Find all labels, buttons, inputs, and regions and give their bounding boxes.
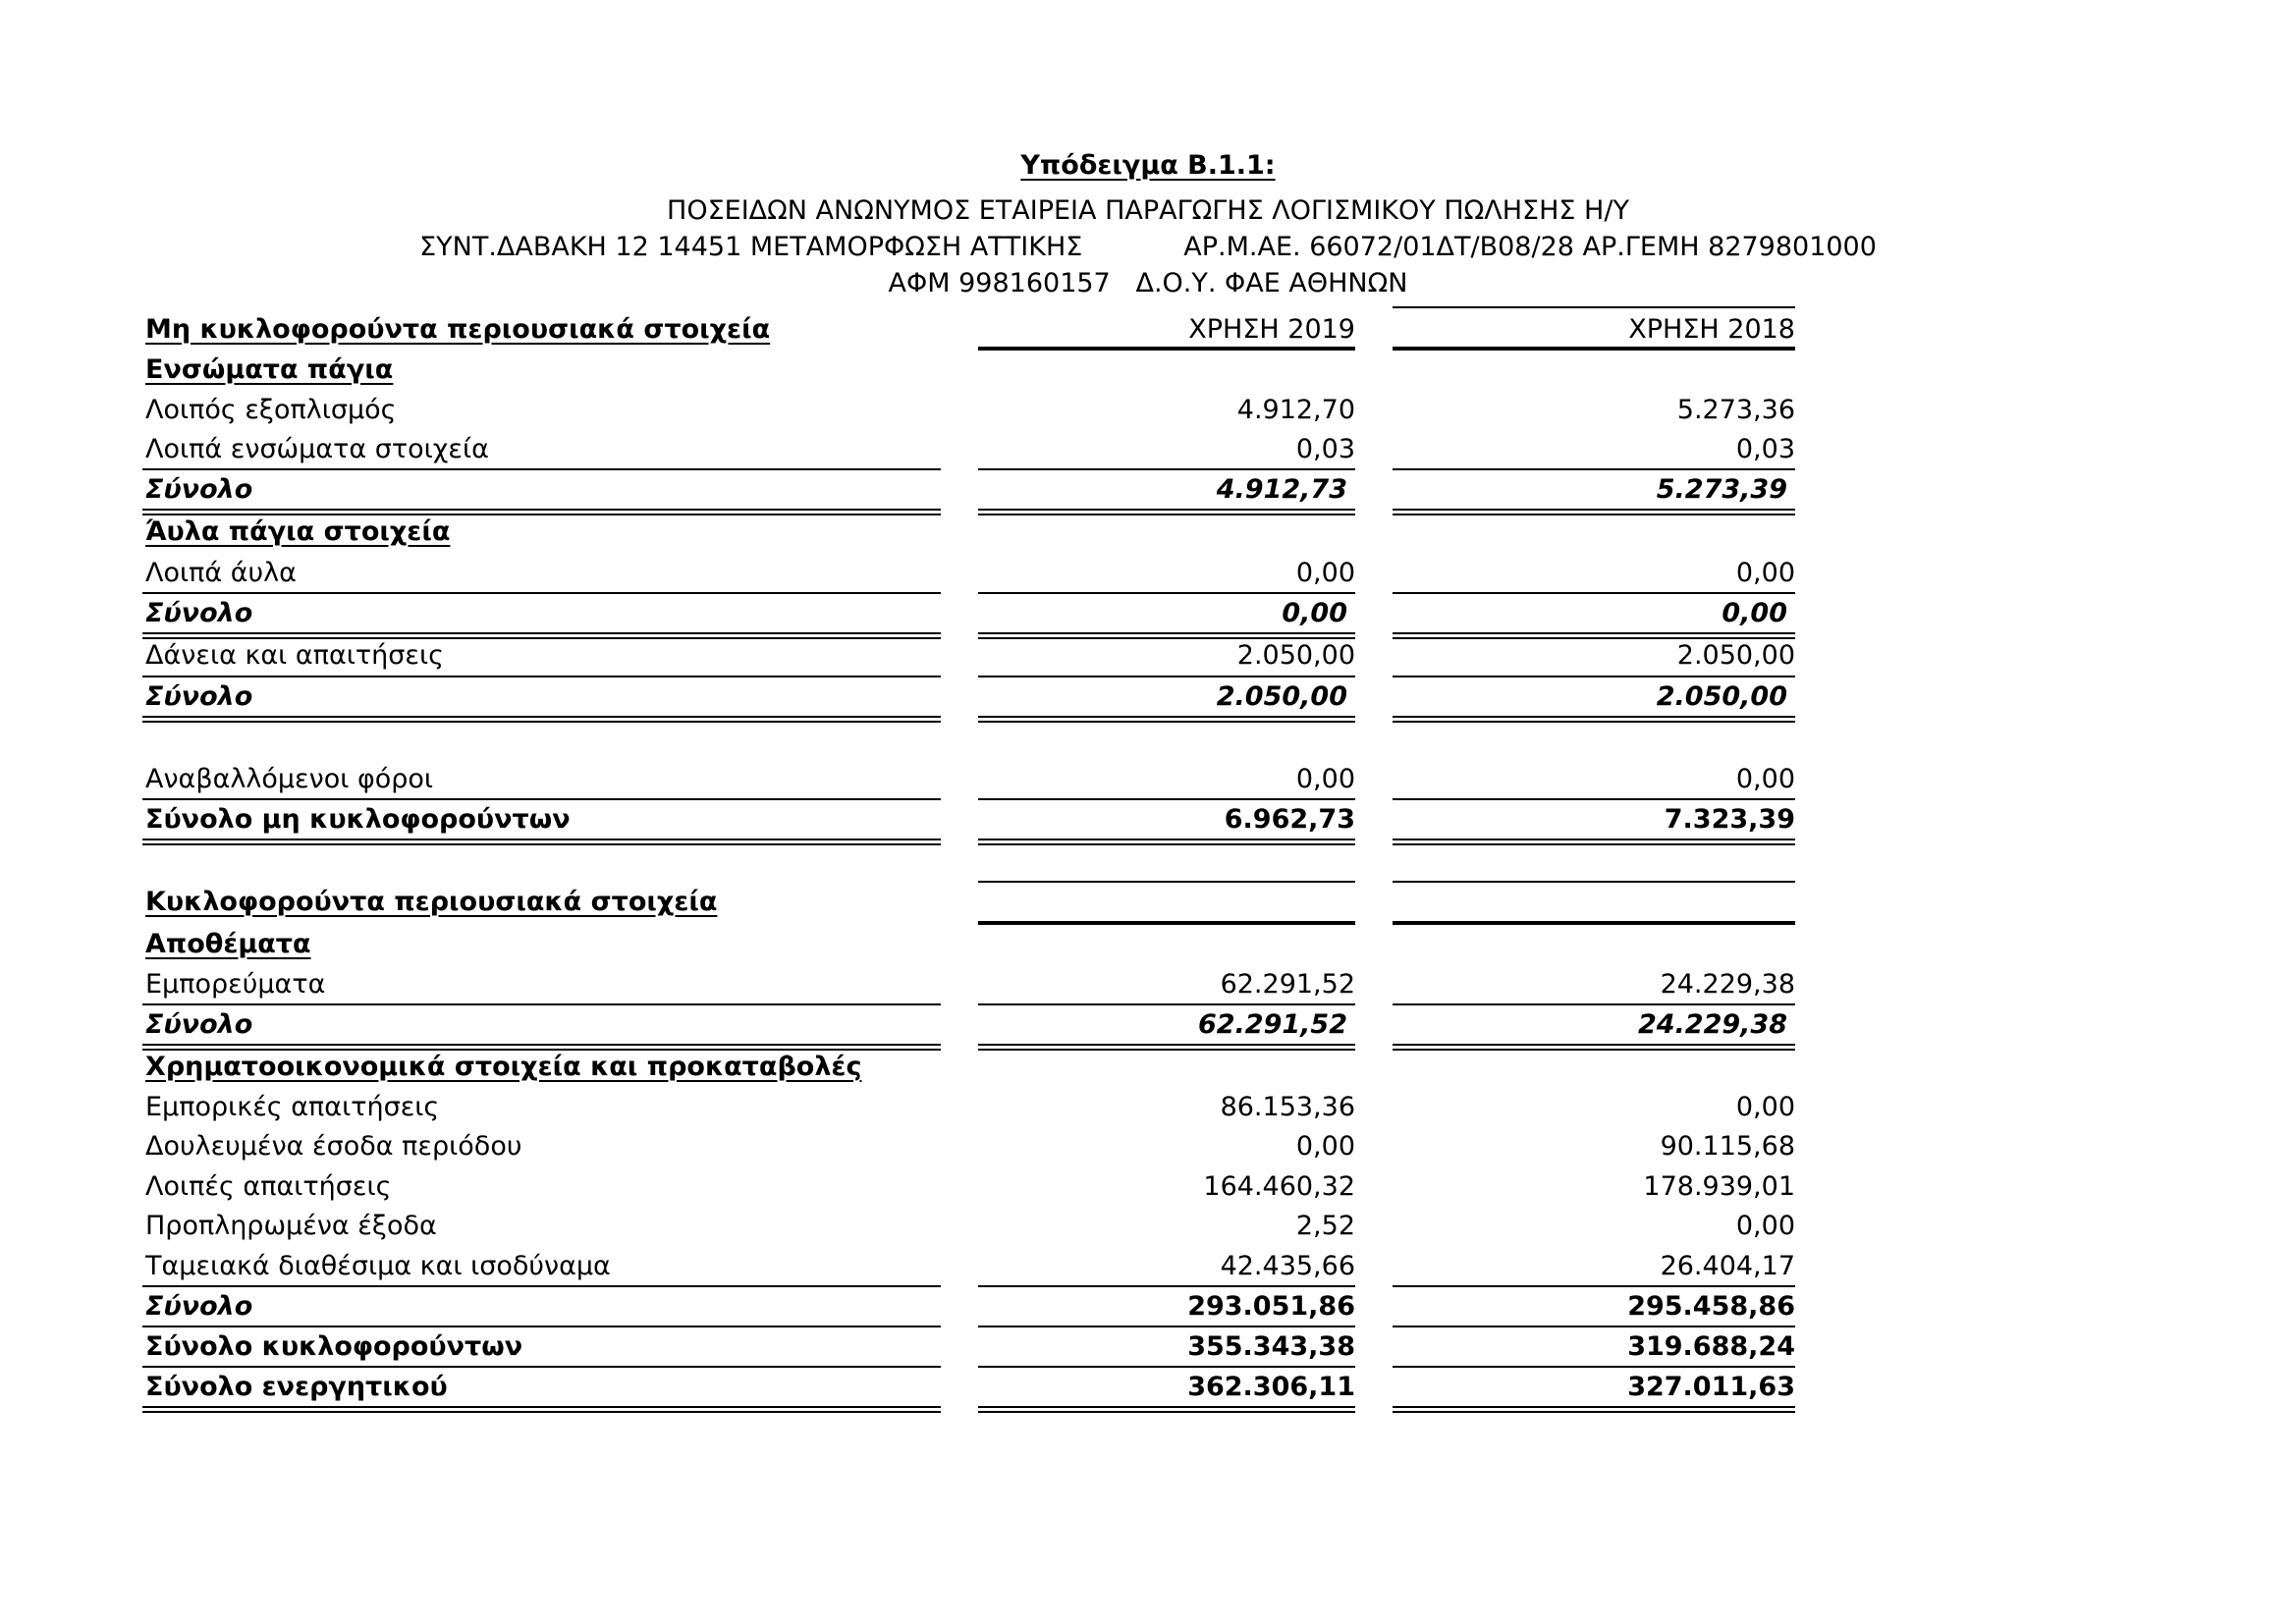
value-2018: 178.939,01: [1643, 1171, 1795, 1202]
double-rule: [1393, 1411, 1795, 1413]
row-label: Σύνολο: [145, 474, 253, 505]
row-label: Λοιπές απαιτήσεις: [145, 1171, 392, 1202]
company-address: ΣΥΝΤ.ΔΑΒΑΚΗ 12 14451 ΜΕΤΑΜΟΡΦΩΣΗ ΑΤΤΙΚΗΣ ΑΡ.Μ.ΑΕ. 66072/01ΔΤ/Β08/28 ΑΡ.ΓΕΜΗ 8279801000: [419, 232, 1877, 262]
value-2018: 0,00: [1735, 558, 1795, 588]
value-2019: 355.343,38: [1187, 1331, 1355, 1362]
double-rule: [142, 1411, 941, 1413]
value-2018: 0,03: [1735, 434, 1795, 464]
subtotal-row: [0, 1286, 2296, 1326]
double-rule: [1393, 1406, 1795, 1408]
double-rule: [142, 843, 941, 845]
value-2019: 62.291,52: [1197, 1009, 1347, 1040]
double-rule: [142, 716, 941, 718]
subsection-heading: Αποθέματα: [145, 929, 311, 959]
row-label: Δουλευμένα έσοδα περιόδου: [145, 1131, 522, 1162]
double-rule: [978, 632, 1355, 634]
double-rule: [978, 839, 1355, 840]
value-2018: 2.050,00: [1656, 681, 1787, 712]
subsection-heading: Χρηματοοικονομικά στοιχεία και προκαταβολές: [145, 1052, 862, 1082]
value-2018: 319.688,24: [1627, 1331, 1795, 1362]
value-2019: 2.050,00: [1216, 681, 1347, 712]
document-title: Υπόδειγμα Β.1.1:: [1020, 150, 1276, 181]
double-rule: [978, 509, 1355, 511]
row-label: Σύνολο κυκλοφορούντων: [145, 1331, 523, 1362]
double-rule: [978, 1411, 1355, 1413]
table-row: [0, 882, 2296, 922]
subtotal-row: [0, 1004, 2296, 1045]
value-2018: 7.323,39: [1664, 804, 1795, 835]
row-label: Σύνολο μη κυκλοφορούντων: [145, 804, 571, 835]
double-rule: [1393, 839, 1795, 840]
table-row: [0, 635, 2296, 676]
table-row: [0, 1126, 2296, 1166]
double-rule: [978, 843, 1355, 845]
row-label: Σύνολο: [145, 681, 253, 712]
column-top-rule: [1393, 306, 1795, 308]
double-rule: [1393, 632, 1795, 634]
double-rule: [1393, 721, 1795, 723]
double-rule: [1393, 716, 1795, 718]
double-rule: [978, 1044, 1355, 1046]
double-rule: [1393, 1044, 1795, 1046]
row-label: Λοιπά άυλα: [145, 558, 297, 588]
value-2018: 0,00: [1735, 1092, 1795, 1122]
row-label: Λοιπά ενσώματα στοιχεία: [145, 434, 489, 464]
value-2019: 0,00: [1295, 558, 1355, 588]
row-label: Σύνολο: [145, 1009, 253, 1040]
table-row: [0, 964, 2296, 1004]
value-2019: 2,52: [1295, 1211, 1355, 1241]
row-label: Προπληρωμένα έξοδα: [145, 1211, 437, 1241]
double-rule: [142, 1044, 941, 1046]
value-2018: 24.229,38: [1660, 969, 1795, 1000]
row-label: Λοιπός εξοπλισμός: [145, 395, 397, 425]
table-row: [0, 1246, 2296, 1286]
value-2019: 42.435,66: [1220, 1251, 1355, 1281]
value-2018: 295.458,86: [1627, 1291, 1795, 1322]
value-2018: 327.011,63: [1627, 1372, 1795, 1402]
row-label: Αναβαλλόμενοι φόροι: [145, 764, 434, 794]
table-row: [0, 512, 2296, 552]
double-rule: [142, 839, 941, 840]
section-heading: Μη κυκλοφορούντα περιουσιακά στοιχεία: [145, 314, 771, 345]
value-2018: 24.229,38: [1637, 1009, 1787, 1040]
value-2019: 164.460,32: [1203, 1171, 1355, 1202]
table-row: [0, 553, 2296, 593]
double-rule: [978, 721, 1355, 723]
value-2019: 0,00: [1295, 1131, 1355, 1162]
header-row: [0, 309, 2296, 350]
row-label: Σύνολο ενεργητικού: [145, 1372, 448, 1402]
row-label: Σύνολο: [145, 1291, 253, 1322]
subsection-heading: Άυλα πάγια στοιχεία: [145, 516, 451, 547]
subtotal-row: [0, 593, 2296, 633]
double-rule: [978, 1406, 1355, 1408]
double-rule: [142, 1406, 941, 1408]
value-2019: 86.153,36: [1220, 1092, 1355, 1122]
double-rule: [978, 716, 1355, 718]
value-2018: 0,00: [1722, 598, 1787, 628]
value-2018: 0,00: [1735, 1211, 1795, 1241]
value-2018: 26.404,17: [1660, 1251, 1795, 1281]
company-name: ΠΟΣΕΙΔΩΝ ΑΝΩΝΥΜΟΣ ΕΤΑΙΡΕΙΑ ΠΑΡΑΓΩΓΗΣ ΛΟΓΙΣΜΙΚΟΥ ΠΩΛΗΣΗΣ Η/Υ: [667, 195, 1629, 226]
double-rule: [1393, 843, 1795, 845]
value-2019: 4.912,73: [1216, 474, 1347, 505]
subsection-heading: Ενσώματα πάγια: [145, 354, 394, 385]
table-row: [0, 759, 2296, 799]
row-label: Ταμειακά διαθέσιμα και ισοδύναμα: [145, 1251, 611, 1281]
subtotal-row: [0, 469, 2296, 510]
value-2019: 4.912,70: [1236, 395, 1355, 425]
grand-total-row: [0, 1367, 2296, 1407]
row-label: Εμπορικές απαιτήσεις: [145, 1092, 440, 1122]
subtotal-row: [0, 677, 2296, 717]
value-2019: 0,00: [1282, 598, 1347, 628]
total-row: [0, 1326, 2296, 1367]
value-2019: 362.306,11: [1187, 1372, 1355, 1402]
value-2019: 0,03: [1295, 434, 1355, 464]
value-2019: 62.291,52: [1220, 969, 1355, 1000]
value-2018: 90.115,68: [1660, 1131, 1795, 1162]
value-2019: 0,00: [1295, 764, 1355, 794]
double-rule: [142, 509, 941, 511]
total-row: [0, 799, 2296, 839]
table-row: [0, 1047, 2296, 1087]
tax-info: ΑΦΜ 998160157 Δ.Ο.Υ. ΦΑΕ ΑΘΗΝΩΝ: [888, 268, 1408, 298]
value-2018: 5.273,39: [1656, 474, 1787, 505]
value-2019: 6.962,73: [1224, 804, 1355, 835]
double-rule: [142, 721, 941, 723]
column-header-2018: ΧΡΗΣΗ 2018: [1628, 314, 1795, 345]
value-2019: 2.050,00: [1236, 640, 1355, 671]
value-2018: 0,00: [1735, 764, 1795, 794]
column-header-2019: ΧΡΗΣΗ 2019: [1188, 314, 1355, 345]
table-row: [0, 1166, 2296, 1207]
table-row: [0, 350, 2296, 390]
value-2019: 293.051,86: [1187, 1291, 1355, 1322]
section-heading: Κυκλοφορούντα περιουσιακά στοιχεία: [145, 887, 718, 917]
value-2018: 2.050,00: [1676, 640, 1795, 671]
table-row: [0, 390, 2296, 430]
value-2018: 5.273,36: [1676, 395, 1795, 425]
table-row: [0, 924, 2296, 964]
row-label: Δάνεια και απαιτήσεις: [145, 640, 444, 671]
table-row: [0, 429, 2296, 469]
table-row: [0, 1087, 2296, 1127]
double-rule: [1393, 509, 1795, 511]
row-label: Σύνολο: [145, 598, 253, 628]
double-rule: [142, 632, 941, 634]
row-label: Εμπορεύματα: [145, 969, 326, 1000]
table-row: [0, 1206, 2296, 1246]
